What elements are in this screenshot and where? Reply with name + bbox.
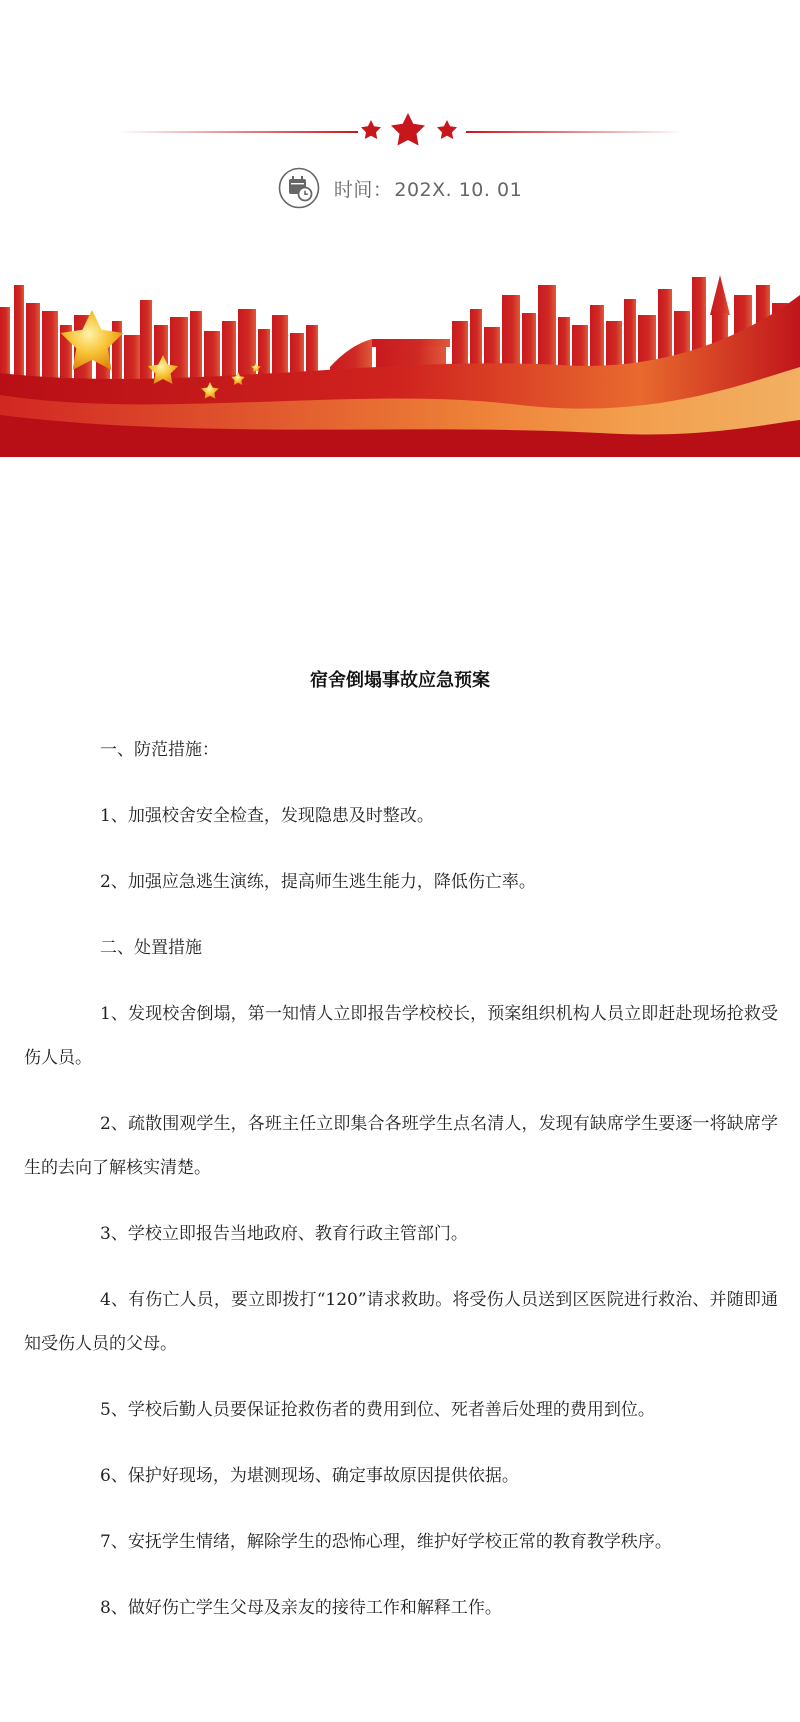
section-heading: 一、防范措施： <box>100 740 219 760</box>
paragraph: 7、安抚学生情绪，解除学生的恐怖心理，维护好学校正常的教育教学秩序。 <box>100 1532 672 1552</box>
skyline-banner <box>0 255 800 457</box>
paragraph: 2、加强应急逃生演练，提高师生逃生能力，降低伤亡率。 <box>100 872 536 892</box>
date-value: 202X. 10. 01 <box>394 178 523 201</box>
paragraph: 3、学校立即报告当地政府、教育行政主管部门。 <box>100 1224 468 1244</box>
calendar-clock-icon <box>278 167 320 209</box>
paragraph: 5、学校后勤人员要保证抢救伤者的费用到位、死者善后处理的费用到位。 <box>100 1400 655 1420</box>
document-title: 宿舍倒塌事故应急预案 <box>310 670 490 691</box>
date-label: 时间： <box>333 178 393 201</box>
star-icon <box>391 113 425 146</box>
document-body <box>24 728 778 1630</box>
star-icon <box>437 120 457 139</box>
paragraph: 1、加强校舍安全检查，发现隐患及时整改。 <box>100 806 434 826</box>
paragraph: 2、疏散围观学生，各班主任立即集合各班学生点名清人，发现有缺席学生要逐一将缺席学生的去向了解核实清楚。 <box>24 1114 778 1178</box>
paragraph: 8、做好伤亡学生父母及亲友的接待工作和解释工作。 <box>100 1598 502 1618</box>
paragraph: 1、发现校舍倒塌，第一知情人立即报告学校校长，预案组织机构人员立即赶赴现场抢救受伤人员。 <box>24 1004 778 1068</box>
ornament-line-right <box>466 131 684 133</box>
ornament-line-left <box>118 131 358 133</box>
star-icon <box>361 120 381 139</box>
paragraph: 6、保护好现场，为堪测现场、确定事故原因提供依据。 <box>100 1466 519 1486</box>
header-ornament <box>0 100 800 160</box>
date-row <box>0 165 800 211</box>
section-heading: 二、处置措施 <box>100 938 202 958</box>
paragraph: 4、有伤亡人员，要立即拨打“120”请求救助。将受伤人员送到区医院进行救治、并随即通知受伤人员的父母。 <box>24 1290 778 1354</box>
date-text <box>334 175 522 202</box>
